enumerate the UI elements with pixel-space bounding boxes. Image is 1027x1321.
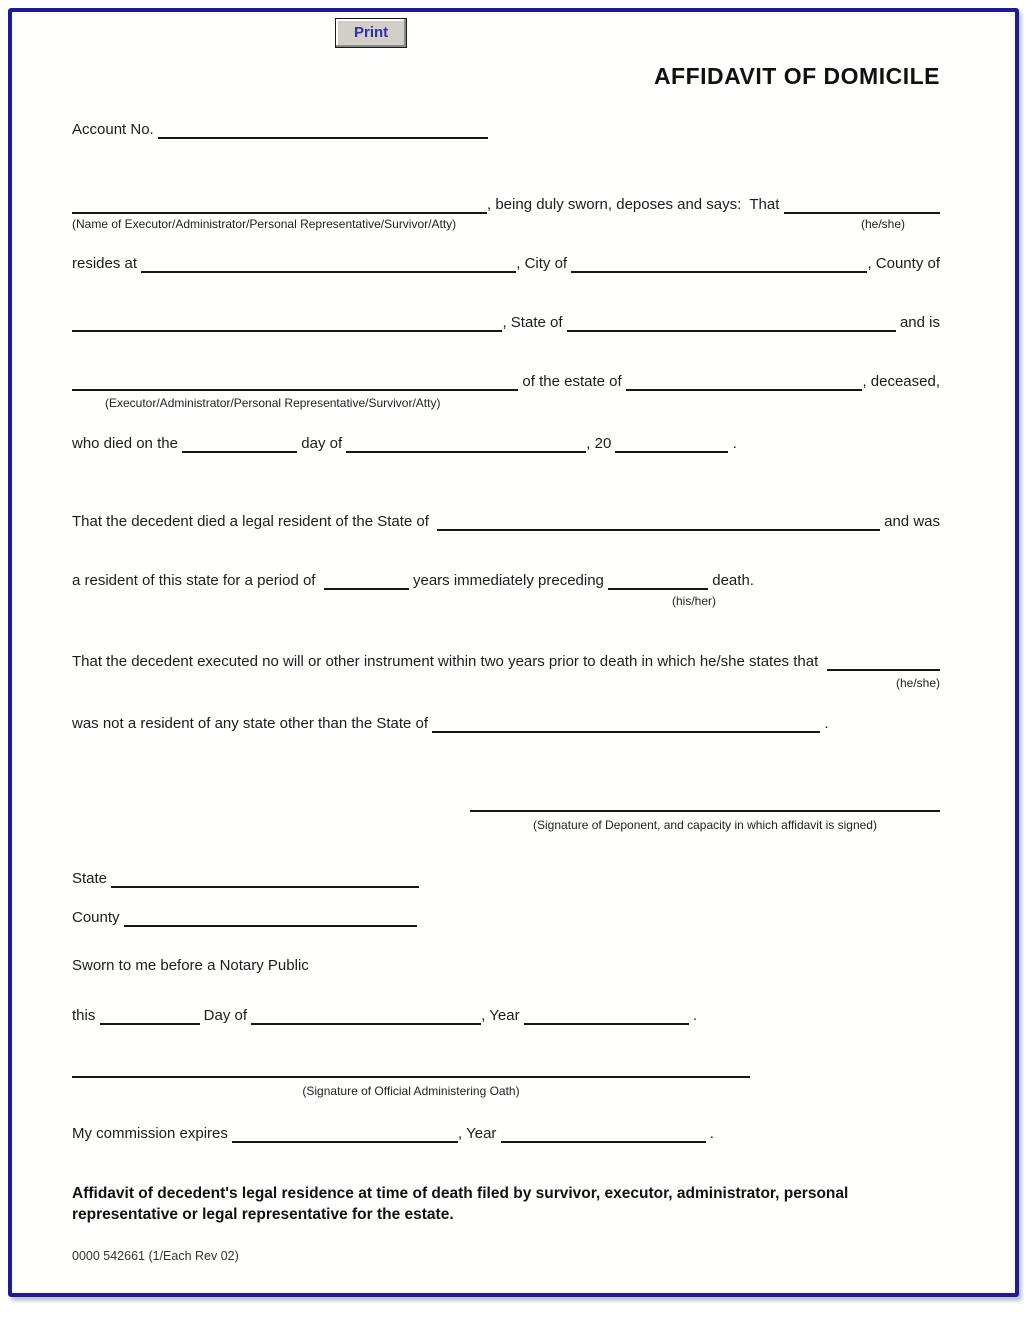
capacity-caption-row xyxy=(105,394,940,412)
executor-name-blank xyxy=(72,198,487,214)
account-label: Account No. xyxy=(72,121,158,138)
and-was-text: and was xyxy=(879,513,940,530)
no-will-text: That the decedent executed no will or other instrument within two years prior to death in which he/she states that xyxy=(72,653,827,670)
other-state-blank xyxy=(432,717,820,733)
capacity-blank xyxy=(72,375,518,391)
commission-label: My commission expires xyxy=(72,1125,233,1142)
deponent-signature-line xyxy=(470,810,940,812)
day-of-label: day of xyxy=(297,435,347,452)
executor-name-caption: (Name of Executor/Administrator/Personal Representative/Survivor/Atty) xyxy=(72,217,457,231)
deponent-signature-caption: (Signature of Deponent, and capacity in which affidavit is signed) xyxy=(533,818,877,832)
city-blank xyxy=(571,257,867,273)
commission-year-label: , Year xyxy=(458,1125,501,1142)
notary-day-blank xyxy=(100,1009,200,1025)
sworn-notary-row xyxy=(72,957,940,975)
he-she-caption: (he/she) xyxy=(860,217,905,231)
who-died-label: who died on the xyxy=(72,435,183,452)
deceased-text: , deceased, xyxy=(862,373,940,390)
residence-row xyxy=(72,255,940,273)
official-signature-block xyxy=(72,1076,750,1099)
commission-date-blank xyxy=(232,1127,458,1143)
notary-year-label: , Year xyxy=(481,1007,524,1024)
legal-resident-text: That the decedent died a legal resident of the State of xyxy=(72,513,438,530)
commission-period: . xyxy=(705,1125,714,1142)
death-text: death. xyxy=(708,572,754,589)
state-blank xyxy=(567,316,896,332)
sworn-notary-text: Sworn to me before a Notary Public xyxy=(72,957,309,974)
capacity-caption: (Executor/Administrator/Personal Representative/Survivor/Atty) xyxy=(105,396,441,410)
death-year-blank xyxy=(615,437,728,453)
affidavit-form-page xyxy=(8,8,1019,1297)
county-blank xyxy=(72,316,502,332)
page-title: AFFIDAVIT OF DOMICILE xyxy=(653,63,940,89)
official-signature-caption: (Signature of Official Administering Oath) xyxy=(302,1084,520,1098)
county-of-label: , County of xyxy=(867,255,940,272)
account-number-blank xyxy=(158,123,488,139)
no-will-row xyxy=(72,653,940,671)
residency-period-row xyxy=(72,572,940,590)
will-pronoun-blank xyxy=(827,655,940,671)
affiant-name-row xyxy=(72,196,940,214)
notary-month-blank xyxy=(251,1009,481,1025)
and-is-text: and is xyxy=(895,314,940,331)
will-he-she-caption: (he/she) xyxy=(895,676,940,690)
notary-county-row xyxy=(72,909,940,927)
death-date-period: . xyxy=(728,435,737,452)
deponent-signature-block xyxy=(470,810,940,833)
this-label: this xyxy=(72,1007,100,1024)
state-label: State xyxy=(72,870,112,887)
decedent-name-blank xyxy=(626,375,863,391)
form-number: 0000 542661 (1/Each Rev 02) xyxy=(72,1249,239,1263)
legal-resident-row xyxy=(72,513,940,531)
toolbar xyxy=(72,18,940,54)
address-blank xyxy=(141,257,516,273)
his-her-caption-row xyxy=(672,592,940,610)
years-blank xyxy=(324,574,409,590)
affiant-name-captions xyxy=(72,217,940,232)
account-row xyxy=(72,121,940,139)
county-label: County xyxy=(72,909,124,926)
his-her-blank xyxy=(608,574,708,590)
notary-state-row xyxy=(72,870,940,888)
not-resident-period: . xyxy=(820,715,829,732)
notary-date-row xyxy=(72,1007,940,1025)
years-preceding-text: years immediately preceding xyxy=(408,572,609,589)
death-day-blank xyxy=(182,437,297,453)
not-resident-text: was not a resident of any state other than the State of xyxy=(72,715,433,732)
sworn-statement-text: , being duly sworn, deposes and says: That xyxy=(487,196,784,213)
his-her-caption: (his/her) xyxy=(672,594,717,608)
estate-of-label: of the estate of xyxy=(518,373,626,390)
will-caption-row xyxy=(72,674,940,692)
city-of-label: , City of xyxy=(516,255,572,272)
notary-day-of-label: Day of xyxy=(199,1007,252,1024)
notary-year-blank xyxy=(524,1009,689,1025)
period-text: a resident of this state for a period of xyxy=(72,572,324,589)
form-content xyxy=(12,12,1015,1265)
year-prefix-label: , 20 xyxy=(586,435,616,452)
resides-at-label: resides at xyxy=(72,255,142,272)
print-button[interactable]: Print xyxy=(335,18,407,48)
footnote-text: Affidavit of decedent's legal residence at time of death filed by survivor, executor, administrator, personal representative or legal representative for the estate. xyxy=(72,1185,849,1223)
state-of-label: , State of xyxy=(502,314,567,331)
notary-date-period: . xyxy=(688,1007,698,1024)
pronoun-blank xyxy=(784,198,940,214)
capacity-estate-row xyxy=(72,373,940,391)
commission-row xyxy=(72,1125,940,1143)
official-signature-line xyxy=(72,1076,750,1078)
death-date-row xyxy=(72,435,940,453)
notary-county-blank xyxy=(124,911,417,927)
commission-year-blank xyxy=(501,1127,706,1143)
death-month-blank xyxy=(346,437,586,453)
county-state-row xyxy=(72,314,940,332)
notary-state-blank xyxy=(111,872,419,888)
not-resident-row xyxy=(72,715,940,733)
resident-state-blank xyxy=(437,515,880,531)
